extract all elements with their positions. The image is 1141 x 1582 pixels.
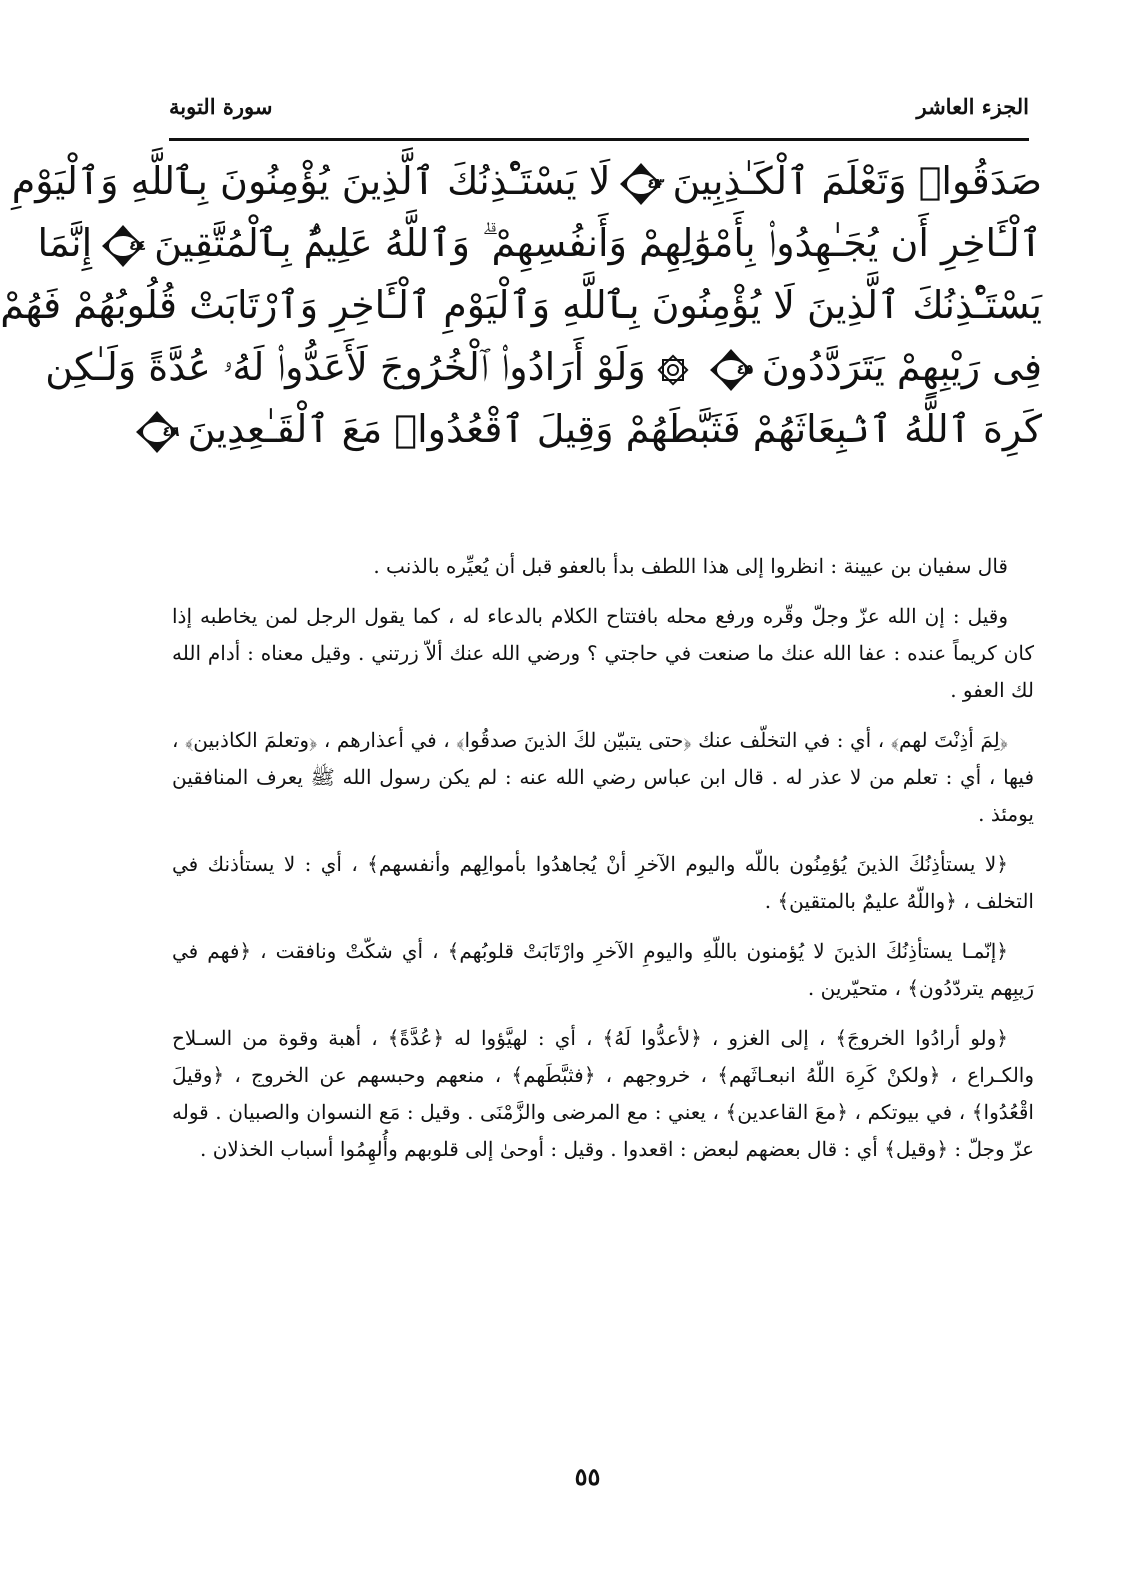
ayah-number: ٤٣ xyxy=(647,175,665,192)
ayah-number: ٤٥ xyxy=(736,361,754,378)
quran-line-4-part-b: وَلَوْ أَرَادُوا۟ ٱلْخُرُوجَ لَأَعَدُّوا۟ لَهُۥ عُدَّةً وَلَـٰكِن xyxy=(45,345,646,389)
ayah-number: ٤٤ xyxy=(129,237,147,254)
header-divider xyxy=(169,138,1029,141)
page-number: ٥٥ xyxy=(574,1462,601,1491)
quran-line-3 xyxy=(0,274,1042,336)
surah-title: سورة التوبة xyxy=(169,94,273,119)
running-header xyxy=(169,88,1029,128)
quran-text-block xyxy=(0,150,1042,490)
quran-line-2 xyxy=(37,212,1042,274)
quran-line-5 xyxy=(162,398,1042,460)
commentary-paragraph-2: وقيل : إن الله عزّ وجلّ وقّره ورفع محله بافتتاح الكلام بالدعاء له ، كما يقول الرجل لمن يخاطبه إذا كان كريماً عنده : عفا الله عنك ما صنعت في حاجتي ؟ ورضي الله عنك ألاّ زرتني . وقيل معناه : أدام الله لك العفو . xyxy=(172,604,1034,702)
ayah-number: ٤٦ xyxy=(162,423,180,440)
quran-line-5-text: كَرِهَ ٱللَّهُ ٱنۢبِعَاثَهُمْ فَثَبَّطَهُمْ وَقِيلَ ٱقْعُدُوا۟ مَعَ ٱلْقَـٰعِدِينَ xyxy=(187,407,1042,451)
quran-line-3-text: يَسْتَـْٔذِنُكَ ٱلَّذِينَ لَا يُؤْمِنُونَ بِٱللَّهِ وَٱلْيَوْمِ ٱلْـَٔاخِرِ وَٱرْتَابَتْ قُلُوبُهُمْ فَهُمْ xyxy=(0,283,1042,327)
quran-line-2-part-a: ٱلْـَٔاخِرِ أَن يُجَـٰهِدُوا۟ بِأَمْوَٰلِهِمْ وَأَنفُسِهِمْ ۗ وَٱللَّهُ عَلِيمٌۢ بِٱلْمُتَّقِينَ xyxy=(154,221,1042,265)
tafsir-commentary xyxy=(172,548,1034,1181)
commentary-paragraph-3: ﴿لِمَ أذِنْتَ لهم﴾ ، أي : في التخلّف عنك ﴿حتى يتبيّن لكَ الذينَ صدقُوا﴾ ، في أعذارهم ، ﴿وتعلمَ الكاذبين﴾ ، فيها ، أي : تعلم من لا عذر له . قال ابن عباس رضي الله عنه : لم يكن رسول الله ﷺ يعرف المنافقين يومئذ . xyxy=(172,728,1034,826)
quran-line-1-part-a: صَدَقُوا۟ وَتَعْلَمَ ٱلْكَـٰذِبِينَ xyxy=(672,159,1042,203)
commentary-paragraph-1: قال سفيان بن عيينة : انظروا إلى هذا اللطف بدأ بالعفو قبل أن يُعيِّره بالذنب . xyxy=(373,554,1008,578)
ayah-number-icon xyxy=(618,161,664,207)
commentary-paragraph-5: ﴿إنّمـا يستأذِنُكَ الذينَ لا يُؤمنون باللّهِ واليومِ الآخرِ وارْتَابَتْ قلوبُهم﴾ ، أي شكّتْ ونافقت ، ﴿فهم في رَيبِهم يتردّدُون﴾ ، متحيّرين . xyxy=(172,939,1034,1000)
ayah-number-icon xyxy=(708,347,754,393)
quran-line-1-part-b: لَا يَسْتَـْٔذِنُكَ ٱلَّذِينَ يُؤْمِنُونَ بِٱللَّهِ وَٱلْيَوْمِ xyxy=(11,159,611,203)
quran-line-4 xyxy=(45,336,1042,398)
commentary-paragraph-4: ﴿لا يستأذِنُكَ الذينَ يُؤمِنُون باللّه واليوم الآخرِ أنْ يُجاهدُوا بأموالِهم وأنفسهم﴾ ، أي : لا يستأذنك في التخلف ، ﴿واللّهُ عليمٌ بالمتقين﴾ . xyxy=(172,852,1034,913)
ayah-number-icon xyxy=(134,409,180,455)
ayah-number-icon xyxy=(100,223,146,269)
quran-line-4-part-a: فِى رَيْبِهِمْ يَتَرَدَّدُونَ xyxy=(761,345,1042,389)
quran-line-1 xyxy=(11,150,1042,212)
commentary-paragraph-6: ﴿ولو أرادُوا الخروجَ﴾ ، إلى الغزو ، ﴿لأعدُّوا لَهُ﴾ ، أي : لهيَّؤوا له ﴿عُدَّةً﴾ ، أهبة وقوة من السـلاح والكـراع ، ﴿ولكنْ كَرِهَ اللّهُ انبعـاثَهم﴾ ، خروجهم ، ﴿فثبَّطَهم﴾ ، منعهم وحبسهم عن الخروج ، ﴿وقيلَ اقْعُدُوا﴾ ، في بيوتكم ، ﴿معَ القاعدين﴾ ، يعني : مع المرضى والزَّمْنَى . وقيل : مَع النسوان والصبيان . قوله عزّ وجلّ : ﴿وقيل﴾ أي : قال بعضهم لبعض : اقعدوا . وقيل : أوحىٰ إلى قلوبهم وأُلهِمُوا أسباب الخذلان . xyxy=(172,1026,1034,1161)
quran-line-2-part-b: إِنَّمَا xyxy=(37,221,93,265)
juz-title: الجزء العاشر xyxy=(916,94,1029,119)
rub-el-hizb-icon xyxy=(656,353,690,387)
